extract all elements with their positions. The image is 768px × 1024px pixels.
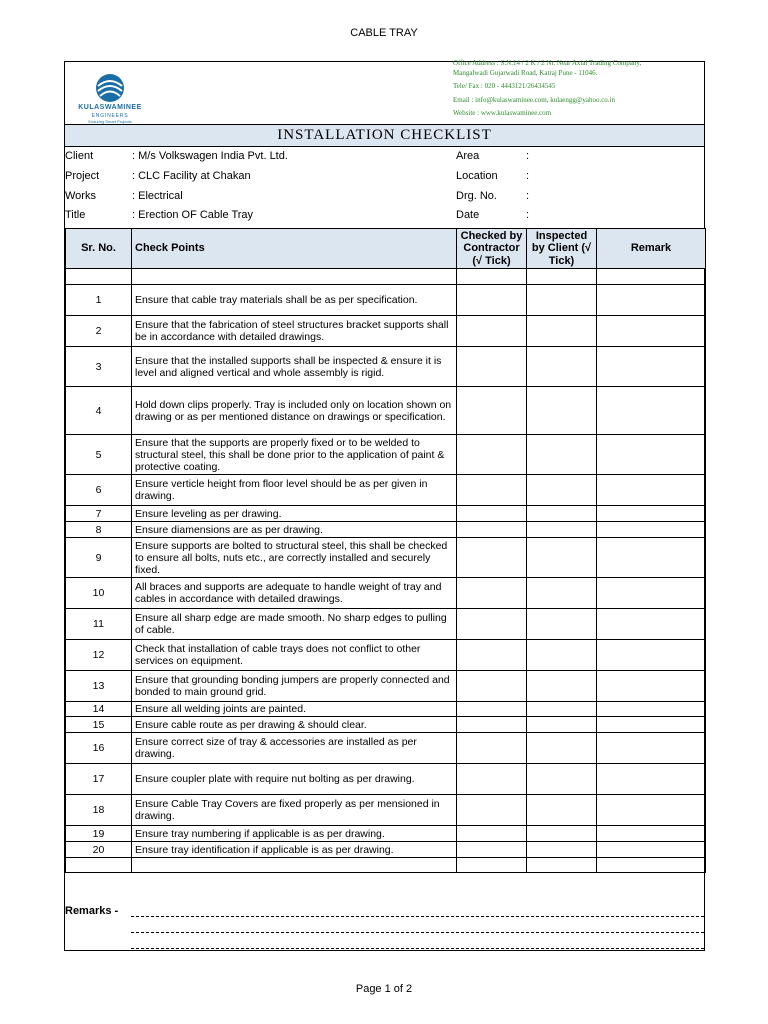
contact-line: Office Address : S.N.14 / 2 K / 2 Nr. Near Axial Trading Company, (453, 59, 642, 67)
remark-cell[interactable] (597, 795, 706, 826)
remark-cell[interactable] (597, 609, 706, 640)
info-value-works: : Electrical (132, 190, 183, 202)
company-logo (65, 72, 155, 124)
sr-no-cell (66, 858, 132, 873)
check-point-cell: Check that installation of cable trays does not conflict to other services on equipment. (132, 640, 457, 671)
header-check-points: Check Points (132, 229, 457, 269)
remark-cell[interactable] (597, 858, 706, 873)
info-value-project: : CLC Facility at Chakan (132, 170, 251, 182)
contractor-tick-cell[interactable] (457, 347, 527, 387)
check-point-cell: Ensure that the installed supports shall be inspected & ensure it is level and aligned vertical and whole assembly is rigid. (132, 347, 457, 387)
info-label-works: Works (65, 190, 96, 202)
contractor-tick-cell[interactable] (457, 733, 527, 764)
info-value-location: : (526, 170, 530, 182)
info-label-date: Date (456, 209, 480, 221)
check-point-cell: Ensure verticle height from floor level should be as per given in drawing. (132, 475, 457, 506)
header-remark: Remark (597, 229, 706, 269)
client-tick-cell[interactable] (527, 640, 597, 671)
check-point-cell: Ensure leveling as per drawing. (132, 506, 457, 522)
sr-no-cell: 8 (66, 522, 132, 538)
company-name: KULASWAMINEE (78, 104, 142, 111)
remark-cell[interactable] (597, 578, 706, 609)
check-point-cell: Ensure all welding joints are painted. (132, 702, 457, 717)
sr-no-cell: 20 (66, 842, 132, 858)
remark-cell[interactable] (597, 671, 706, 702)
contractor-tick-cell[interactable] (457, 671, 527, 702)
client-tick-cell[interactable] (527, 702, 597, 717)
info-label-area: Area (456, 150, 480, 162)
check-point-cell: Ensure that the fabrication of steel structures bracket supports shall be in accordance with detailed drawings. (132, 316, 457, 347)
client-tick-cell[interactable] (527, 578, 597, 609)
table-row (66, 316, 706, 347)
remark-cell[interactable] (597, 506, 706, 522)
client-tick-cell[interactable] (527, 347, 597, 387)
client-tick-cell[interactable] (527, 435, 597, 475)
client-tick-cell[interactable] (527, 316, 597, 347)
remark-cell[interactable] (597, 702, 706, 717)
remark-cell[interactable] (597, 733, 706, 764)
table-row (66, 522, 706, 538)
sr-no-cell: 18 (66, 795, 132, 826)
remark-cell[interactable] (597, 538, 706, 578)
check-point-cell: Ensure tray numbering if applicable is as per drawing. (132, 826, 457, 842)
contact-line: Email : info@kulaswaminee.com, kulaengg@yahoo.co.in (453, 95, 615, 104)
info-label-client: Client (65, 150, 94, 162)
contractor-tick-cell[interactable] (457, 506, 527, 522)
check-point-cell: Hold down clips properly. Tray is included only on location shown on drawing or as per mentioned distance on drawings or specification. (132, 387, 457, 435)
client-tick-cell[interactable] (527, 522, 597, 538)
sr-no-cell: 7 (66, 506, 132, 522)
remark-cell[interactable] (597, 764, 706, 795)
info-label-location: Location (456, 170, 498, 182)
check-point-cell (132, 858, 457, 873)
table-row (66, 578, 706, 609)
info-value-client: : M/s Volkswagen India Pvt. Ltd. (132, 150, 288, 162)
table-row (66, 640, 706, 671)
remark-cell[interactable] (597, 475, 706, 506)
client-tick-cell[interactable] (527, 717, 597, 733)
remarks-label: Remarks - (65, 905, 119, 917)
sr-no-cell: 12 (66, 640, 132, 671)
contractor-tick-cell[interactable] (457, 475, 527, 506)
check-point-cell: Ensure diamensions are as per drawing. (132, 522, 457, 538)
info-label-title: Title (65, 209, 86, 221)
table-row (66, 842, 706, 858)
client-tick-cell[interactable] (527, 764, 597, 795)
table-row (66, 387, 706, 435)
letterhead (65, 59, 704, 124)
check-point-cell: Ensure Cable Tray Covers are fixed properly as per mensioned in drawing. (132, 795, 457, 826)
remark-cell[interactable] (597, 387, 706, 435)
table-row (66, 269, 706, 285)
checklist-form (64, 61, 705, 951)
remark-cell[interactable] (597, 640, 706, 671)
client-tick-cell[interactable] (527, 858, 597, 873)
remark-cell[interactable] (597, 435, 706, 475)
check-point-cell: Ensure that grounding bonding jumpers are properly connected and bonded to main ground grid. (132, 671, 457, 702)
table-row (66, 506, 706, 522)
check-point-cell: Ensure tray identification if applicable is as per drawing. (132, 842, 457, 858)
contractor-tick-cell[interactable] (457, 826, 527, 842)
page-footer: Page 1 of 2 (355, 983, 413, 995)
contractor-tick-cell[interactable] (457, 842, 527, 858)
client-tick-cell[interactable] (527, 387, 597, 435)
check-point-cell: All braces and supports are adequate to handle weight of tray and cables in accordance with detailed drawings. (132, 578, 457, 609)
contractor-tick-cell[interactable] (457, 387, 527, 435)
client-tick-cell[interactable] (527, 538, 597, 578)
contractor-tick-cell[interactable] (457, 435, 527, 475)
client-tick-cell[interactable] (527, 609, 597, 640)
contact-line: Tele/ Fax : 020 - 4443121/26434545 (453, 82, 556, 90)
info-label-project: Project (65, 170, 100, 182)
company-tagline: Ensuring Smart Projects (88, 119, 132, 124)
sr-no-cell: 4 (66, 387, 132, 435)
checklist-table (65, 228, 706, 873)
sr-no-cell: 11 (66, 609, 132, 640)
table-row (66, 285, 706, 316)
sr-no-cell: 16 (66, 733, 132, 764)
contractor-tick-cell[interactable] (457, 538, 527, 578)
sr-no-cell: 5 (66, 435, 132, 475)
remark-cell[interactable] (597, 717, 706, 733)
contractor-tick-cell[interactable] (457, 269, 527, 285)
check-point-cell: Ensure correct size of tray & accessories are installed as per drawing. (132, 733, 457, 764)
remark-cell[interactable] (597, 826, 706, 842)
info-label-drg-no: Drg. No. (456, 190, 497, 202)
table-row (66, 764, 706, 795)
sr-no-cell: 19 (66, 826, 132, 842)
client-tick-cell[interactable] (527, 475, 597, 506)
contact-line: Mangalwadi Gujarwadi Road, Katraj Pune - 11046. (453, 68, 598, 77)
sr-no-cell: 15 (66, 717, 132, 733)
table-row (66, 538, 706, 578)
contractor-tick-cell[interactable] (457, 285, 527, 316)
remarks-line[interactable] (131, 948, 704, 949)
table-row (66, 826, 706, 842)
check-point-cell: Ensure all sharp edge are made smooth. No sharp edges to pulling of cable. (132, 609, 457, 640)
header-inspected-by-client: Inspected by Client (√ Tick) (527, 229, 597, 269)
client-tick-cell[interactable] (527, 269, 597, 285)
contractor-tick-cell[interactable] (457, 717, 527, 733)
table-row (66, 858, 706, 873)
remark-cell[interactable] (597, 269, 706, 285)
client-tick-cell[interactable] (527, 506, 597, 522)
contractor-tick-cell[interactable] (457, 578, 527, 609)
table-row (66, 609, 706, 640)
client-tick-cell[interactable] (527, 795, 597, 826)
remark-cell[interactable] (597, 842, 706, 858)
remark-cell[interactable] (597, 347, 706, 387)
info-value-drg-no: : (526, 190, 530, 202)
contractor-tick-cell[interactable] (457, 640, 527, 671)
check-point-cell: Ensure cable route as per drawing & should clear. (132, 717, 457, 733)
remarks-line[interactable] (131, 932, 704, 933)
contact-line: Website : www.kulaswaminee.com (453, 109, 552, 117)
check-point-cell (132, 269, 457, 285)
table-row (66, 475, 706, 506)
sr-no-cell: 1 (66, 285, 132, 316)
sr-no-cell: 3 (66, 347, 132, 387)
remarks-line[interactable] (131, 916, 704, 917)
table-row (66, 435, 706, 475)
remark-cell[interactable] (597, 285, 706, 316)
sr-no-cell: 10 (66, 578, 132, 609)
check-point-cell: Ensure that the supports are properly fixed or to be welded to structural steel, this shall be done prior to the application of paint & protective coating. (132, 435, 457, 475)
sr-no-cell: 13 (66, 671, 132, 702)
info-value-date: : (526, 209, 530, 221)
contractor-tick-cell[interactable] (457, 609, 527, 640)
table-row (66, 671, 706, 702)
remark-cell[interactable] (597, 316, 706, 347)
logo-globe-icon (65, 72, 155, 104)
client-tick-cell[interactable] (527, 671, 597, 702)
header-sr-no: Sr. No. (66, 229, 132, 269)
sr-no-cell: 9 (66, 538, 132, 578)
table-row (66, 347, 706, 387)
client-tick-cell[interactable] (527, 826, 597, 842)
table-row (66, 702, 706, 717)
page-header: CABLE TRAY (350, 27, 418, 39)
client-tick-cell[interactable] (527, 285, 597, 316)
company-contact (453, 59, 703, 124)
form-title: INSTALLATION CHECKLIST (65, 124, 704, 147)
table-header-row (66, 229, 706, 269)
company-subtitle: ENGINEERS (91, 113, 129, 119)
sr-no-cell: 2 (66, 316, 132, 347)
sr-no-cell (66, 269, 132, 285)
sr-no-cell: 6 (66, 475, 132, 506)
contractor-tick-cell[interactable] (457, 764, 527, 795)
check-point-cell: Ensure that cable tray materials shall be as per specification. (132, 285, 457, 316)
contractor-tick-cell[interactable] (457, 316, 527, 347)
info-value-title: : Erection OF Cable Tray (132, 209, 254, 221)
table-row (66, 733, 706, 764)
table-row (66, 795, 706, 826)
info-value-area: : (526, 150, 530, 162)
contractor-tick-cell[interactable] (457, 522, 527, 538)
client-tick-cell[interactable] (527, 842, 597, 858)
contractor-tick-cell[interactable] (457, 858, 527, 873)
contractor-tick-cell[interactable] (457, 795, 527, 826)
table-row (66, 717, 706, 733)
sr-no-cell: 17 (66, 764, 132, 795)
sr-no-cell: 14 (66, 702, 132, 717)
contractor-tick-cell[interactable] (457, 702, 527, 717)
client-tick-cell[interactable] (527, 733, 597, 764)
remark-cell[interactable] (597, 522, 706, 538)
header-checked-by-contractor: Checked by Contractor (√ Tick) (457, 229, 527, 269)
check-point-cell: Ensure supports are bolted to structural steel, this shall be checked to ensure all bolts, nuts etc., are correctly installed and securely fixed. (132, 538, 457, 578)
check-point-cell: Ensure coupler plate with require nut bolting as per drawing. (132, 764, 457, 795)
